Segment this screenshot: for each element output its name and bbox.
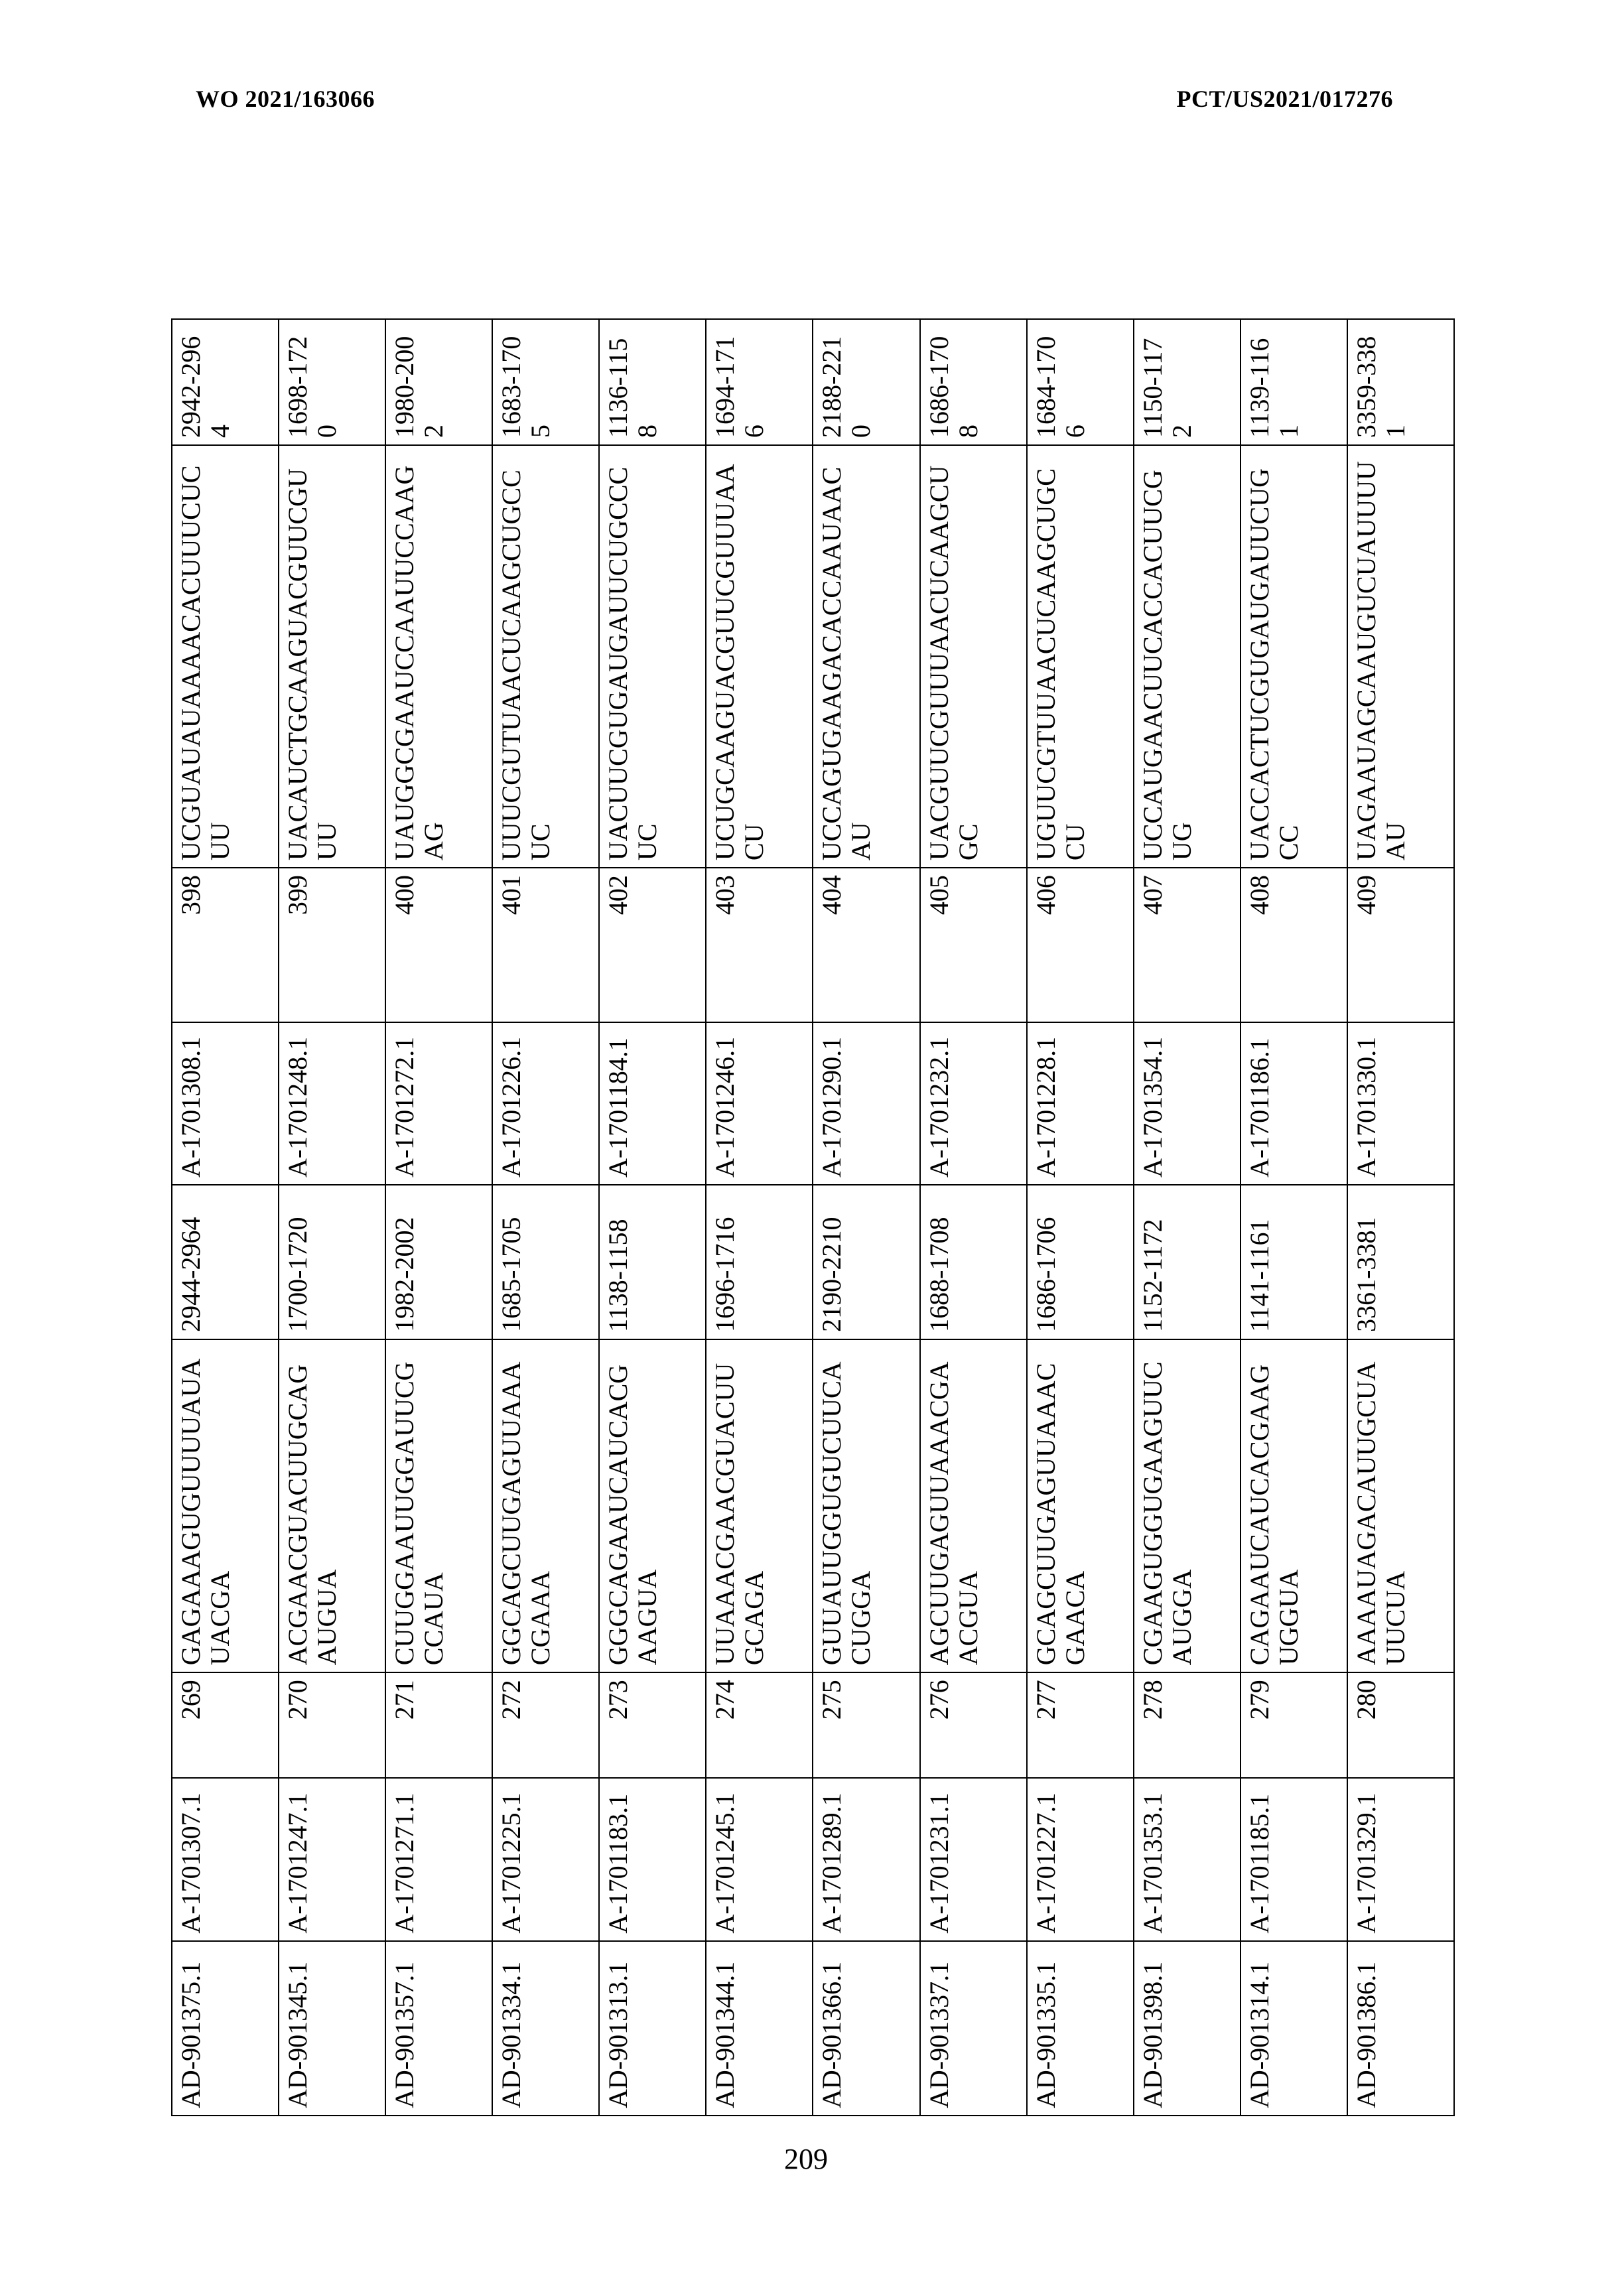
target-range-cell: 1150-1172 <box>1134 319 1241 445</box>
antisense-seq-id-cell: 399 <box>279 868 385 1022</box>
sense-seq-id-cell: 269 <box>172 1672 279 1778</box>
sense-oligo-id-cell: A-1701227.1 <box>1027 1779 1134 1941</box>
target-range-cell: 1694-1716 <box>706 319 813 445</box>
rotated-table-container <box>171 318 1455 2116</box>
table-row <box>492 319 599 2116</box>
sense-oligo-id-cell: A-1701183.1 <box>599 1779 706 1941</box>
target-range-cell: 1980-2002 <box>385 319 492 445</box>
sense-seq-id-cell: 272 <box>492 1672 599 1778</box>
table-row <box>813 319 919 2116</box>
antisense-oligo-id-cell: A-1701290.1 <box>813 1022 919 1185</box>
application-number: PCT/US2021/017276 <box>1176 86 1393 112</box>
antisense-sequence-cell: UACGUUCGUUUAACUCAAGCUGC <box>920 445 1027 868</box>
sequence-table <box>171 318 1455 2116</box>
antisense-seq-id-cell: 408 <box>1241 868 1347 1022</box>
table-row <box>920 319 1027 2116</box>
sense-seq-id-cell: 270 <box>279 1672 385 1778</box>
antisense-oligo-id-cell: A-1701186.1 <box>1241 1022 1347 1185</box>
antisense-oligo-id-cell: A-1701354.1 <box>1134 1022 1241 1185</box>
table-row <box>279 319 385 2116</box>
antisense-seq-id-cell: 407 <box>1134 868 1241 1022</box>
sense-range-cell: 1152-1172 <box>1134 1185 1241 1339</box>
antisense-seq-id-cell: 404 <box>813 868 919 1022</box>
sense-oligo-id-cell: A-1701353.1 <box>1134 1779 1241 1941</box>
sense-sequence-cell: GAGAAAGUGUUUUAUAUACGA <box>172 1339 279 1672</box>
sense-range-cell: 1686-1706 <box>1027 1185 1134 1339</box>
sense-oligo-id-cell: A-1701329.1 <box>1347 1779 1454 1941</box>
table-row <box>172 319 279 2116</box>
sense-range-cell: 1141-1161 <box>1241 1185 1347 1339</box>
sense-seq-id-cell: 277 <box>1027 1672 1134 1778</box>
antisense-seq-id-cell: 401 <box>492 868 599 1022</box>
sense-range-cell: 3361-3381 <box>1347 1185 1454 1339</box>
target-range-cell: 1686-1708 <box>920 319 1027 445</box>
antisense-oligo-id-cell: A-1701232.1 <box>920 1022 1027 1185</box>
table-row <box>706 319 813 2116</box>
antisense-sequence-cell: UACAUCTGCAAGUACGUUCGUUU <box>279 445 385 868</box>
antisense-seq-id-cell: 402 <box>599 868 706 1022</box>
sense-seq-id-cell: 274 <box>706 1672 813 1778</box>
antisense-seq-id-cell: 398 <box>172 868 279 1022</box>
sense-sequence-cell: AAAAUAGACAUUGCUAUUCUA <box>1347 1339 1454 1672</box>
target-range-cell: 3359-3381 <box>1347 319 1454 445</box>
duplex-id-cell: AD-901366.1 <box>813 1941 919 2116</box>
antisense-sequence-cell: UUUCGUTUAACUCAAGCUGCCUC <box>492 445 599 868</box>
antisense-sequence-cell: UGUUCGTUUAACUCAAGCUGCCU <box>1027 445 1134 868</box>
duplex-id-cell: AD-901357.1 <box>385 1941 492 2116</box>
target-range-cell: 1698-1720 <box>279 319 385 445</box>
antisense-sequence-cell: UAGAAUAGCAAUGUCUAUUUUAU <box>1347 445 1454 868</box>
antisense-oligo-id-cell: A-1701226.1 <box>492 1022 599 1185</box>
sense-oligo-id-cell: A-1701271.1 <box>385 1779 492 1941</box>
target-range-cell: 1136-1158 <box>599 319 706 445</box>
sense-seq-id-cell: 279 <box>1241 1672 1347 1778</box>
table-row <box>1134 319 1241 2116</box>
sense-sequence-cell: ACGAACGUACUUGCAGAUGUA <box>279 1339 385 1672</box>
antisense-seq-id-cell: 405 <box>920 868 1027 1022</box>
antisense-seq-id-cell: 403 <box>706 868 813 1022</box>
antisense-oligo-id-cell: A-1701330.1 <box>1347 1022 1454 1185</box>
sense-range-cell: 1700-1720 <box>279 1185 385 1339</box>
antisense-oligo-id-cell: A-1701184.1 <box>599 1022 706 1185</box>
sense-sequence-cell: GCAGCUUGAGUUAAACGAACA <box>1027 1339 1134 1672</box>
sense-seq-id-cell: 275 <box>813 1672 919 1778</box>
antisense-oligo-id-cell: A-1701248.1 <box>279 1022 385 1185</box>
page-number: 209 <box>784 2143 828 2175</box>
duplex-id-cell: AD-901344.1 <box>706 1941 813 2116</box>
sense-sequence-cell: CUUGGAAUUGGAUUCGCCAUA <box>385 1339 492 1672</box>
antisense-sequence-cell: UCCAGUGAAGACACCAAUAACAU <box>813 445 919 868</box>
antisense-sequence-cell: UCUGCAAGUACGUUCGUUUAACU <box>706 445 813 868</box>
sense-range-cell: 2944-2964 <box>172 1185 279 1339</box>
sense-seq-id-cell: 276 <box>920 1672 1027 1778</box>
antisense-oligo-id-cell: A-1701272.1 <box>385 1022 492 1185</box>
sense-range-cell: 2190-2210 <box>813 1185 919 1339</box>
sense-sequence-cell: CGAAGUGGUGAAGUUCAUGGA <box>1134 1339 1241 1672</box>
antisense-oligo-id-cell: A-1701228.1 <box>1027 1022 1134 1185</box>
duplex-id-cell: AD-901314.1 <box>1241 1941 1347 2116</box>
sense-range-cell: 1688-1708 <box>920 1185 1027 1339</box>
duplex-id-cell: AD-901334.1 <box>492 1941 599 2116</box>
sense-seq-id-cell: 278 <box>1134 1672 1241 1778</box>
sense-range-cell: 1982-2002 <box>385 1185 492 1339</box>
sense-sequence-cell: GGGCAGAAUCAUCACGAAGUA <box>599 1339 706 1672</box>
duplex-id-cell: AD-901335.1 <box>1027 1941 1134 2116</box>
table-row <box>599 319 706 2116</box>
sense-oligo-id-cell: A-1701307.1 <box>172 1779 279 1941</box>
sense-range-cell: 1685-1705 <box>492 1185 599 1339</box>
target-range-cell: 2942-2964 <box>172 319 279 445</box>
antisense-seq-id-cell: 400 <box>385 868 492 1022</box>
table-row <box>1027 319 1134 2116</box>
target-range-cell: 1139-1161 <box>1241 319 1347 445</box>
table-row <box>1347 319 1454 2116</box>
sense-range-cell: 1696-1716 <box>706 1185 813 1339</box>
sense-oligo-id-cell: A-1701245.1 <box>706 1779 813 1941</box>
antisense-seq-id-cell: 406 <box>1027 868 1134 1022</box>
sense-oligo-id-cell: A-1701289.1 <box>813 1779 919 1941</box>
antisense-sequence-cell: UAUGGCGAAUCCAAUUCCAAGAG <box>385 445 492 868</box>
sense-sequence-cell: GGCAGCUUGAGUUAAACGAAA <box>492 1339 599 1672</box>
antisense-sequence-cell: UCGUAUAUAAAACACUUUCUCUU <box>172 445 279 868</box>
sense-range-cell: 1138-1158 <box>599 1185 706 1339</box>
sense-sequence-cell: AGCUUGAGUUAAACGAACGUA <box>920 1339 1027 1672</box>
table-row <box>1241 319 1347 2116</box>
duplex-id-cell: AD-901337.1 <box>920 1941 1027 2116</box>
duplex-id-cell: AD-901375.1 <box>172 1941 279 2116</box>
sense-seq-id-cell: 271 <box>385 1672 492 1778</box>
table-row <box>385 319 492 2116</box>
target-range-cell: 2188-2210 <box>813 319 919 445</box>
antisense-oligo-id-cell: A-1701308.1 <box>172 1022 279 1185</box>
antisense-seq-id-cell: 409 <box>1347 868 1454 1022</box>
sense-sequence-cell: GUUAUUGGUGUCUUCACUGGA <box>813 1339 919 1672</box>
duplex-id-cell: AD-901386.1 <box>1347 1941 1454 2116</box>
duplex-id-cell: AD-901345.1 <box>279 1941 385 2116</box>
publication-number: WO 2021/163066 <box>196 86 375 112</box>
sense-seq-id-cell: 280 <box>1347 1672 1454 1778</box>
antisense-sequence-cell: UACCACTUCGUGAUGAUUCUGCC <box>1241 445 1347 868</box>
target-range-cell: 1683-1705 <box>492 319 599 445</box>
target-range-cell: 1684-1706 <box>1027 319 1134 445</box>
sense-sequence-cell: UUAAACGAACGUACUUGCAGA <box>706 1339 813 1672</box>
sense-seq-id-cell: 273 <box>599 1672 706 1778</box>
duplex-id-cell: AD-901398.1 <box>1134 1941 1241 2116</box>
sense-oligo-id-cell: A-1701185.1 <box>1241 1779 1347 1941</box>
sense-sequence-cell: CAGAAUCAUCACGAAGUGGUA <box>1241 1339 1347 1672</box>
sense-oligo-id-cell: A-1701247.1 <box>279 1779 385 1941</box>
antisense-oligo-id-cell: A-1701246.1 <box>706 1022 813 1185</box>
duplex-id-cell: AD-901313.1 <box>599 1941 706 2116</box>
sense-oligo-id-cell: A-1701231.1 <box>920 1779 1027 1941</box>
sense-oligo-id-cell: A-1701225.1 <box>492 1779 599 1941</box>
antisense-sequence-cell: UCCAUGAACUUCACCACUUCGUG <box>1134 445 1241 868</box>
antisense-sequence-cell: UACUUCGUGAUGAUUCUGCCCUC <box>599 445 706 868</box>
